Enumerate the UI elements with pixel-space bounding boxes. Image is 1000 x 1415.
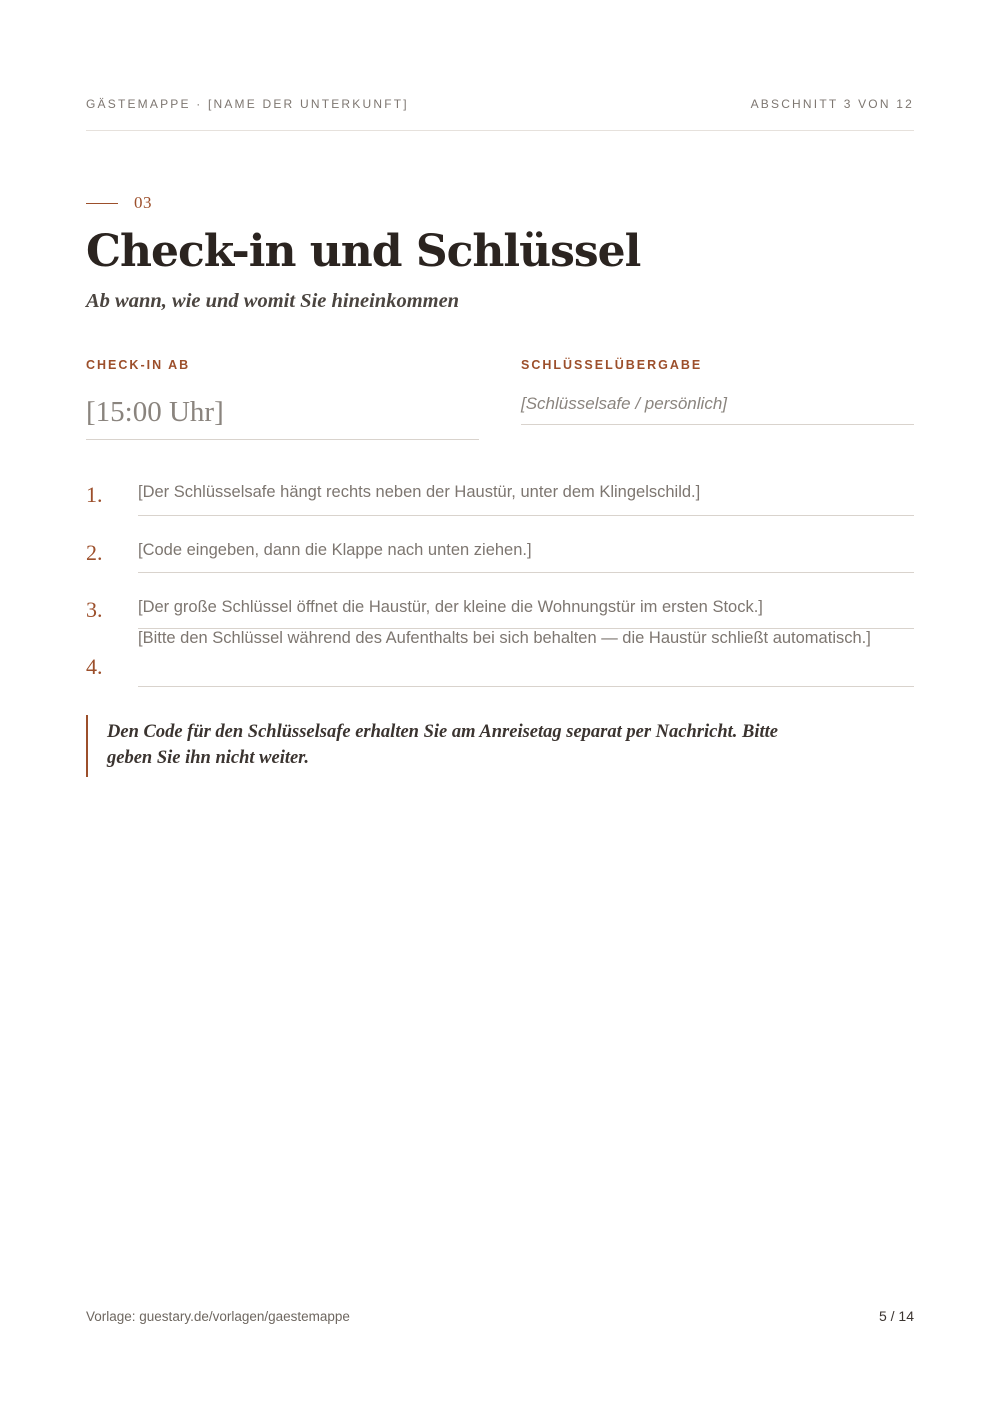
document-page — [86, 0, 914, 1415]
section-number — [86, 193, 152, 213]
step-number: 1. — [86, 482, 103, 507]
page-subtitle: Ab wann, wie und womit Sie hineinkommen — [86, 290, 460, 312]
key-handover-label: SCHLÜSSELÜBERGABE — [521, 358, 703, 372]
step-text-field[interactable]: [Der Schlüsselsafe hängt rechts neben der Haustür, unter dem Klingelschild.] — [138, 480, 914, 516]
section-dash — [86, 203, 118, 204]
code-note-callout: Den Code für den Schlüsselsafe erhalten Sie am Anreisetag separat per Nachricht. Bitte geben Sie ihn nicht weiter. — [86, 715, 806, 777]
step-number: 4. — [86, 654, 103, 679]
page-title: Check-in und Schlüssel — [86, 226, 641, 277]
step-text-field[interactable]: [Bitte den Schlüssel während des Aufenthalts bei sich behalten — die Haustür schließt automatisch.] — [138, 626, 914, 687]
step-text-field[interactable]: [Code eingeben, dann die Klappe nach unten ziehen.] — [138, 538, 914, 573]
step-number: 2. — [86, 540, 103, 565]
step-number: 3. — [86, 597, 103, 622]
running-header — [86, 97, 914, 113]
header-guide-title: GÄSTEMAPPE · [NAME DER UNTERKUNFT] — [86, 97, 409, 111]
header-divider — [86, 130, 914, 131]
key-handover-field[interactable]: [Schlüsselsafe / persönlich] — [521, 392, 914, 425]
header-section-indicator: ABSCHNITT 3 VON 12 — [750, 97, 914, 111]
section-number-text: 03 — [134, 193, 152, 212]
step-text-field[interactable]: [Der große Schlüssel öffnet die Haustür, der kleine die Wohnungstür im ersten Stock.] — [138, 595, 914, 629]
page-number: 5 / 14 — [878, 1308, 914, 1324]
footer-source: Vorlage: guestary.de/vorlagen/gaestemappe — [86, 1309, 350, 1324]
checkin-time-field[interactable]: [15:00 Uhr] — [86, 392, 479, 440]
checkin-label: CHECK-IN AB — [86, 358, 191, 372]
